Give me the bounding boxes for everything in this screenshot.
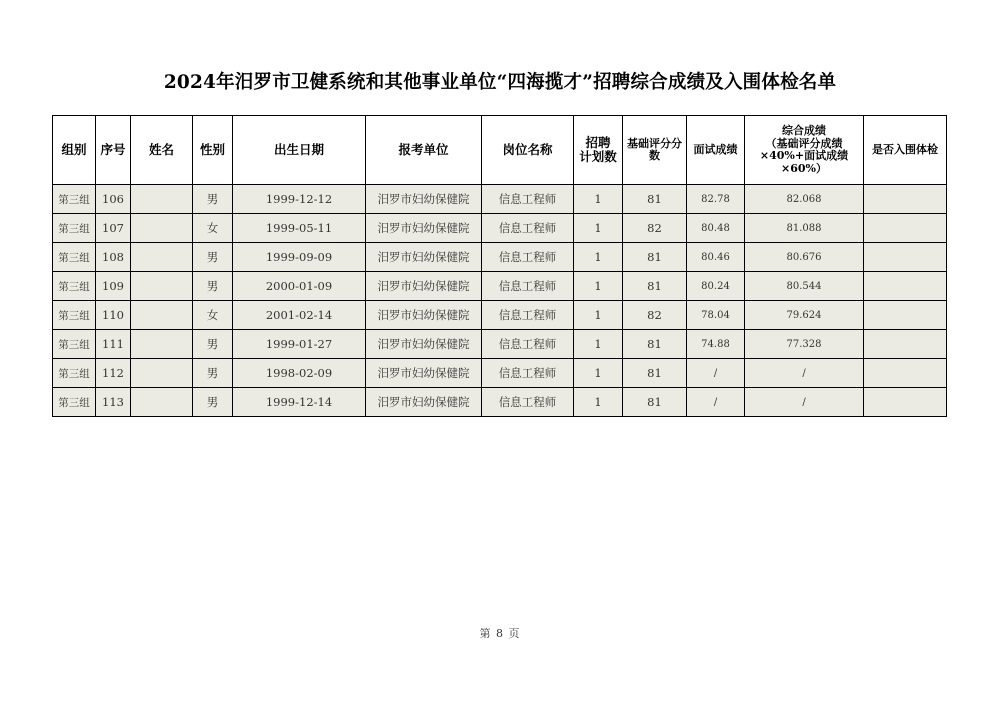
header-base	[623, 116, 687, 185]
header-base-line2: 数	[649, 149, 660, 162]
cell-interview: 82.78	[687, 185, 745, 214]
cell-group: 第三组	[53, 272, 96, 301]
header-total-line4: ×60%）	[781, 161, 827, 175]
cell-gender: 男	[193, 330, 233, 359]
table-row	[53, 243, 947, 272]
cell-base: 81	[623, 272, 687, 301]
cell-gender: 男	[193, 272, 233, 301]
table-row	[53, 301, 947, 330]
cell-base: 82	[623, 301, 687, 330]
table-row	[53, 185, 947, 214]
cell-base: 81	[623, 185, 687, 214]
cell-birth: 2000-01-09	[233, 272, 366, 301]
cell-base: 81	[623, 359, 687, 388]
cell-birth: 1999-01-27	[233, 330, 366, 359]
cell-name	[131, 272, 193, 301]
cell-gender: 男	[193, 388, 233, 417]
cell-interview: /	[687, 359, 745, 388]
cell-group: 第三组	[53, 388, 96, 417]
cell-name	[131, 185, 193, 214]
cell-gender: 男	[193, 185, 233, 214]
cell-plan: 1	[574, 272, 623, 301]
header-plan-line1: 招聘	[585, 135, 611, 150]
cell-group: 第三组	[53, 214, 96, 243]
cell-total: 80.676	[745, 243, 864, 272]
cell-post: 信息工程师	[482, 330, 574, 359]
cell-unit: 汨罗市妇幼保健院	[366, 185, 482, 214]
cell-interview: 80.24	[687, 272, 745, 301]
header-total-line2: （基础评分成绩	[765, 136, 843, 150]
cell-group: 第三组	[53, 243, 96, 272]
cell-gender: 女	[193, 301, 233, 330]
header-group: 组别	[53, 116, 96, 185]
header-birth: 出生日期	[233, 116, 366, 185]
cell-unit: 汨罗市妇幼保健院	[366, 330, 482, 359]
header-post: 岗位名称	[482, 116, 574, 185]
cell-birth: 1998-02-09	[233, 359, 366, 388]
cell-post: 信息工程师	[482, 185, 574, 214]
cell-name	[131, 359, 193, 388]
cell-name	[131, 243, 193, 272]
cell-physical	[864, 185, 947, 214]
header-base-line1: 基础评分分	[627, 136, 682, 150]
cell-post: 信息工程师	[482, 272, 574, 301]
cell-seq: 113	[96, 388, 131, 417]
cell-birth: 1999-09-09	[233, 243, 366, 272]
cell-birth: 2001-02-14	[233, 301, 366, 330]
cell-gender: 男	[193, 243, 233, 272]
cell-plan: 1	[574, 330, 623, 359]
header-physical: 是否入围体检	[864, 116, 947, 185]
cell-total: 80.544	[745, 272, 864, 301]
cell-seq: 111	[96, 330, 131, 359]
cell-interview: 74.88	[687, 330, 745, 359]
cell-plan: 1	[574, 243, 623, 272]
cell-name	[131, 388, 193, 417]
cell-post: 信息工程师	[482, 214, 574, 243]
cell-base: 81	[623, 243, 687, 272]
cell-total: 82.068	[745, 185, 864, 214]
header-total-line3: ×40%+面试成绩	[759, 149, 849, 162]
cell-base: 82	[623, 214, 687, 243]
cell-birth: 1999-12-14	[233, 388, 366, 417]
cell-post: 信息工程师	[482, 301, 574, 330]
cell-unit: 汨罗市妇幼保健院	[366, 272, 482, 301]
header-plan	[574, 116, 623, 185]
cell-birth: 1999-12-12	[233, 185, 366, 214]
cell-total: /	[745, 388, 864, 417]
cell-seq: 106	[96, 185, 131, 214]
cell-unit: 汨罗市妇幼保健院	[366, 388, 482, 417]
cell-interview: /	[687, 388, 745, 417]
cell-post: 信息工程师	[482, 243, 574, 272]
cell-group: 第三组	[53, 301, 96, 330]
cell-unit: 汨罗市妇幼保健院	[366, 243, 482, 272]
cell-gender: 男	[193, 359, 233, 388]
header-interview: 面试成绩	[687, 116, 745, 185]
cell-plan: 1	[574, 214, 623, 243]
header-seq: 序号	[96, 116, 131, 185]
results-table	[52, 115, 947, 417]
cell-unit: 汨罗市妇幼保健院	[366, 214, 482, 243]
cell-interview: 78.04	[687, 301, 745, 330]
table-header-row	[53, 116, 947, 185]
cell-physical	[864, 359, 947, 388]
header-name: 姓名	[131, 116, 193, 185]
cell-seq: 109	[96, 272, 131, 301]
cell-name	[131, 301, 193, 330]
cell-base: 81	[623, 330, 687, 359]
cell-group: 第三组	[53, 330, 96, 359]
cell-birth: 1999-05-11	[233, 214, 366, 243]
cell-total: 79.624	[745, 301, 864, 330]
cell-group: 第三组	[53, 359, 96, 388]
table-row	[53, 272, 947, 301]
table-row	[53, 214, 947, 243]
cell-seq: 110	[96, 301, 131, 330]
cell-group: 第三组	[53, 185, 96, 214]
table-row	[53, 359, 947, 388]
header-total-line1: 综合成绩	[782, 124, 826, 137]
document-title: 2024年汨罗市卫健系统和其他事业单位“四海揽才”招聘综合成绩及入围体检名单	[163, 72, 837, 93]
cell-plan: 1	[574, 301, 623, 330]
cell-post: 信息工程师	[482, 359, 574, 388]
cell-physical	[864, 214, 947, 243]
cell-interview: 80.46	[687, 243, 745, 272]
cell-name	[131, 330, 193, 359]
cell-plan: 1	[574, 185, 623, 214]
cell-seq: 112	[96, 359, 131, 388]
cell-unit: 汨罗市妇幼保健院	[366, 359, 482, 388]
header-unit: 报考单位	[366, 116, 482, 185]
cell-interview: 80.48	[687, 214, 745, 243]
cell-physical	[864, 330, 947, 359]
cell-physical	[864, 301, 947, 330]
cell-gender: 女	[193, 214, 233, 243]
header-plan-line2: 计划数	[579, 149, 617, 164]
cell-unit: 汨罗市妇幼保健院	[366, 301, 482, 330]
cell-total: 81.088	[745, 214, 864, 243]
cell-physical	[864, 388, 947, 417]
header-total	[745, 116, 864, 185]
cell-post: 信息工程师	[482, 388, 574, 417]
cell-physical	[864, 272, 947, 301]
cell-name	[131, 214, 193, 243]
cell-seq: 108	[96, 243, 131, 272]
cell-plan: 1	[574, 388, 623, 417]
cell-base: 81	[623, 388, 687, 417]
cell-physical	[864, 243, 947, 272]
table-row	[53, 388, 947, 417]
cell-seq: 107	[96, 214, 131, 243]
cell-plan: 1	[574, 359, 623, 388]
table-row	[53, 330, 947, 359]
header-gender: 性别	[193, 116, 233, 185]
cell-total: 77.328	[745, 330, 864, 359]
cell-total: /	[745, 359, 864, 388]
page-number: 第 8 页	[479, 627, 521, 640]
